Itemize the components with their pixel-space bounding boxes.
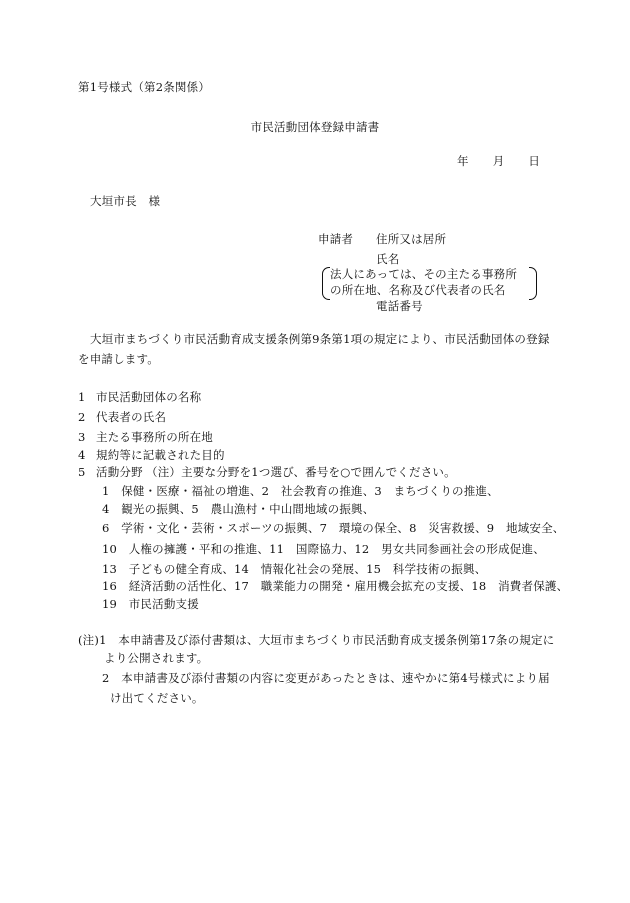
item-label: 市民活動団体の名称 [96, 390, 202, 404]
list-item [78, 389, 201, 406]
item-label: 主たる事務所の所在地 [96, 430, 213, 444]
body-text-line-2: を申請します。 [78, 352, 159, 366]
activity-field-line: 10 人権の擁護・平和の推進、11 国際協力、12 男女共同参画社会の形成促進、 [102, 542, 545, 556]
date-line [457, 153, 540, 170]
item-label: 代表者の氏名 [96, 410, 167, 424]
footnote-2-line-1: 2 本申請書及び添付書類の内容に変更があったときは、速やかに第4号様式により届 [102, 671, 550, 685]
item-number: 1 [78, 390, 86, 404]
footnote-2-line-2: け出てください。 [110, 691, 204, 705]
activity-field-note: （注）主要な分野を1つ選び、番号を○で囲んでください。 [146, 465, 456, 479]
activity-field-line: 13 子どもの健全育成、14 情報化社会の発展、15 科学技術の振興、 [102, 562, 487, 576]
list-item [78, 409, 166, 426]
list-item [78, 429, 213, 446]
activity-field-line: 19 市民活動支援 [102, 597, 199, 611]
right-bracket [529, 267, 537, 300]
body-text-line-1: 大垣市まちづくり市民活動育成支援条例第9条第1項の規定により、市民活動団体の登録 [90, 332, 550, 346]
addressee: 大垣市長 様 [90, 194, 161, 208]
name-label: 氏名 [376, 252, 400, 266]
applicant-label: 申請者 [318, 232, 354, 246]
item-number: 2 [78, 410, 86, 424]
item-number: 3 [78, 430, 86, 444]
corporate-note-line-1: 法人にあっては、その主たる事務所 [330, 267, 518, 281]
corporate-note-line-2: の所在地、名称及び代表者の氏名 [330, 283, 506, 297]
date-month-label: 月 [492, 154, 505, 168]
form-number: 第1号様式（第2条関係） [78, 80, 211, 94]
activity-field-line: 4 観光の振興、5 農山漁村・中山間地域の振興、 [102, 502, 375, 516]
phone-label: 電話番号 [376, 299, 423, 313]
date-year-label: 年 [457, 154, 469, 168]
activity-field-line: 16 経済活動の活性化、17 職業能力の開発・雇用機会拡充の支援、18 消費者保護、 [102, 579, 569, 593]
address-label: 住所又は居所 [376, 232, 447, 246]
item-label: 活動分野 [96, 465, 143, 479]
item-label: 規約等に記載された目的 [96, 448, 225, 462]
list-item [78, 464, 143, 481]
document-title: 市民活動団体登録申請書 [250, 120, 380, 134]
item-number: 5 [78, 465, 86, 479]
left-bracket [322, 267, 330, 300]
item-number: 4 [78, 448, 86, 462]
footnote-1-line-2: より公開されます。 [104, 651, 209, 665]
activity-field-line: 1 保健・医療・福祉の増進、2 社会教育の推進、3 まちづくりの推進、 [102, 484, 499, 498]
date-day-label: 日 [528, 154, 541, 168]
activity-field-line: 6 学術・文化・芸術・スポーツの振興、7 環境の保全、8 災害救援、9 地域安全、 [102, 521, 565, 535]
footnote-1-line-1: (注)1 本申請書及び添付書類は、大垣市まちづくり市民活動育成支援条例第17条の規定に [78, 633, 555, 647]
list-item [78, 447, 225, 464]
